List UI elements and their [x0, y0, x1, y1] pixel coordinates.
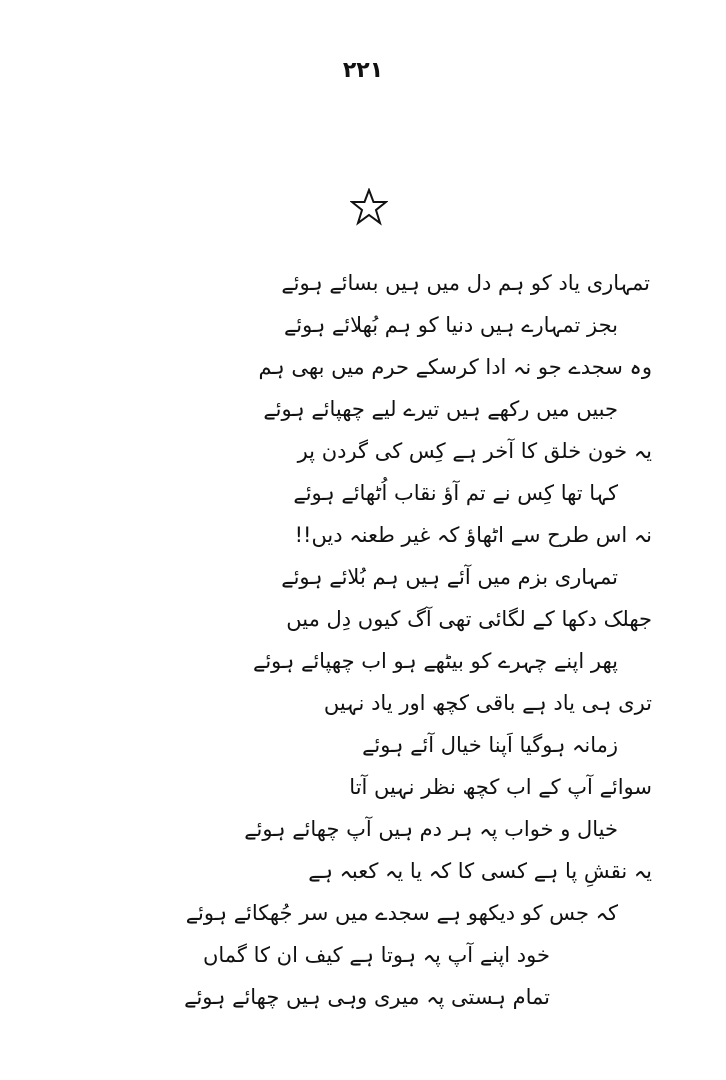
verse-line-4: جبیں میں رکھے ہیں تیرے لیے چھپائے ہوئے: [263, 397, 618, 421]
verse-line-8: تمہاری بزم میں آئے ہیں ہم بُلائے ہوئے: [281, 565, 618, 589]
verse-line-16: کہ جس کو دیکھو ہے سجدے میں سر جُھکائے ہوئے: [185, 901, 618, 925]
verse-line-12: زمانہ ہوگیا اَپنا خیال آئے ہوئے: [362, 733, 618, 757]
verse-line-1: تمہاری یاد کو ہم دل میں ہیں بسائے ہوئے: [281, 271, 650, 295]
verse-line-11: تری ہی یاد ہے باقی کچھ اور یاد نہیں: [323, 691, 652, 715]
verse-line-13: سوائے آپ کے اب کچھ نظر نہیں آتا: [349, 775, 652, 799]
verse-line-2: بجز تمہارے ہیں دنیا کو ہم بُھلائے ہوئے: [283, 313, 618, 337]
verse-line-3: وہ سجدے جو نہ ادا کرسکے حرم میں بھی ہم: [258, 355, 652, 379]
verse-line-18: تمام ہستی پہ میری وہی ہیں چھائے ہوئے: [184, 985, 550, 1009]
verse-line-5: یہ خون خلق کا آخر ہے کِس کی گردن پر: [297, 439, 652, 463]
verse-line-14: خیال و خواب پہ ہر دم ہیں آپ چھائے ہوئے: [244, 817, 618, 841]
verse-line-10: پھر اپنے چہرے کو بیٹھے ہو اب چھپائے ہوئے: [253, 649, 618, 673]
star-outline-icon: [350, 188, 388, 226]
verse-line-7: نہ اس طرح سے اٹھاؤ کہ غیر طعنہ دیں!!: [294, 523, 652, 547]
page-number: ۲۲۱: [342, 58, 384, 83]
verse-line-15: یہ نقشِ پا ہے کسی کا کہ یا یہ کعبہ ہے: [308, 859, 652, 883]
verse-line-17: خود اپنے آپ پہ ہوتا ہے کیف ان کا گماں: [202, 943, 550, 967]
verse-line-9: جھلک دکھا کے لگائی تھی آگ کیوں دِل میں: [286, 607, 652, 631]
verse-line-6: کہا تھا کِس نے تم آؤ نقاب اُٹھائے ہوئے: [293, 481, 618, 505]
